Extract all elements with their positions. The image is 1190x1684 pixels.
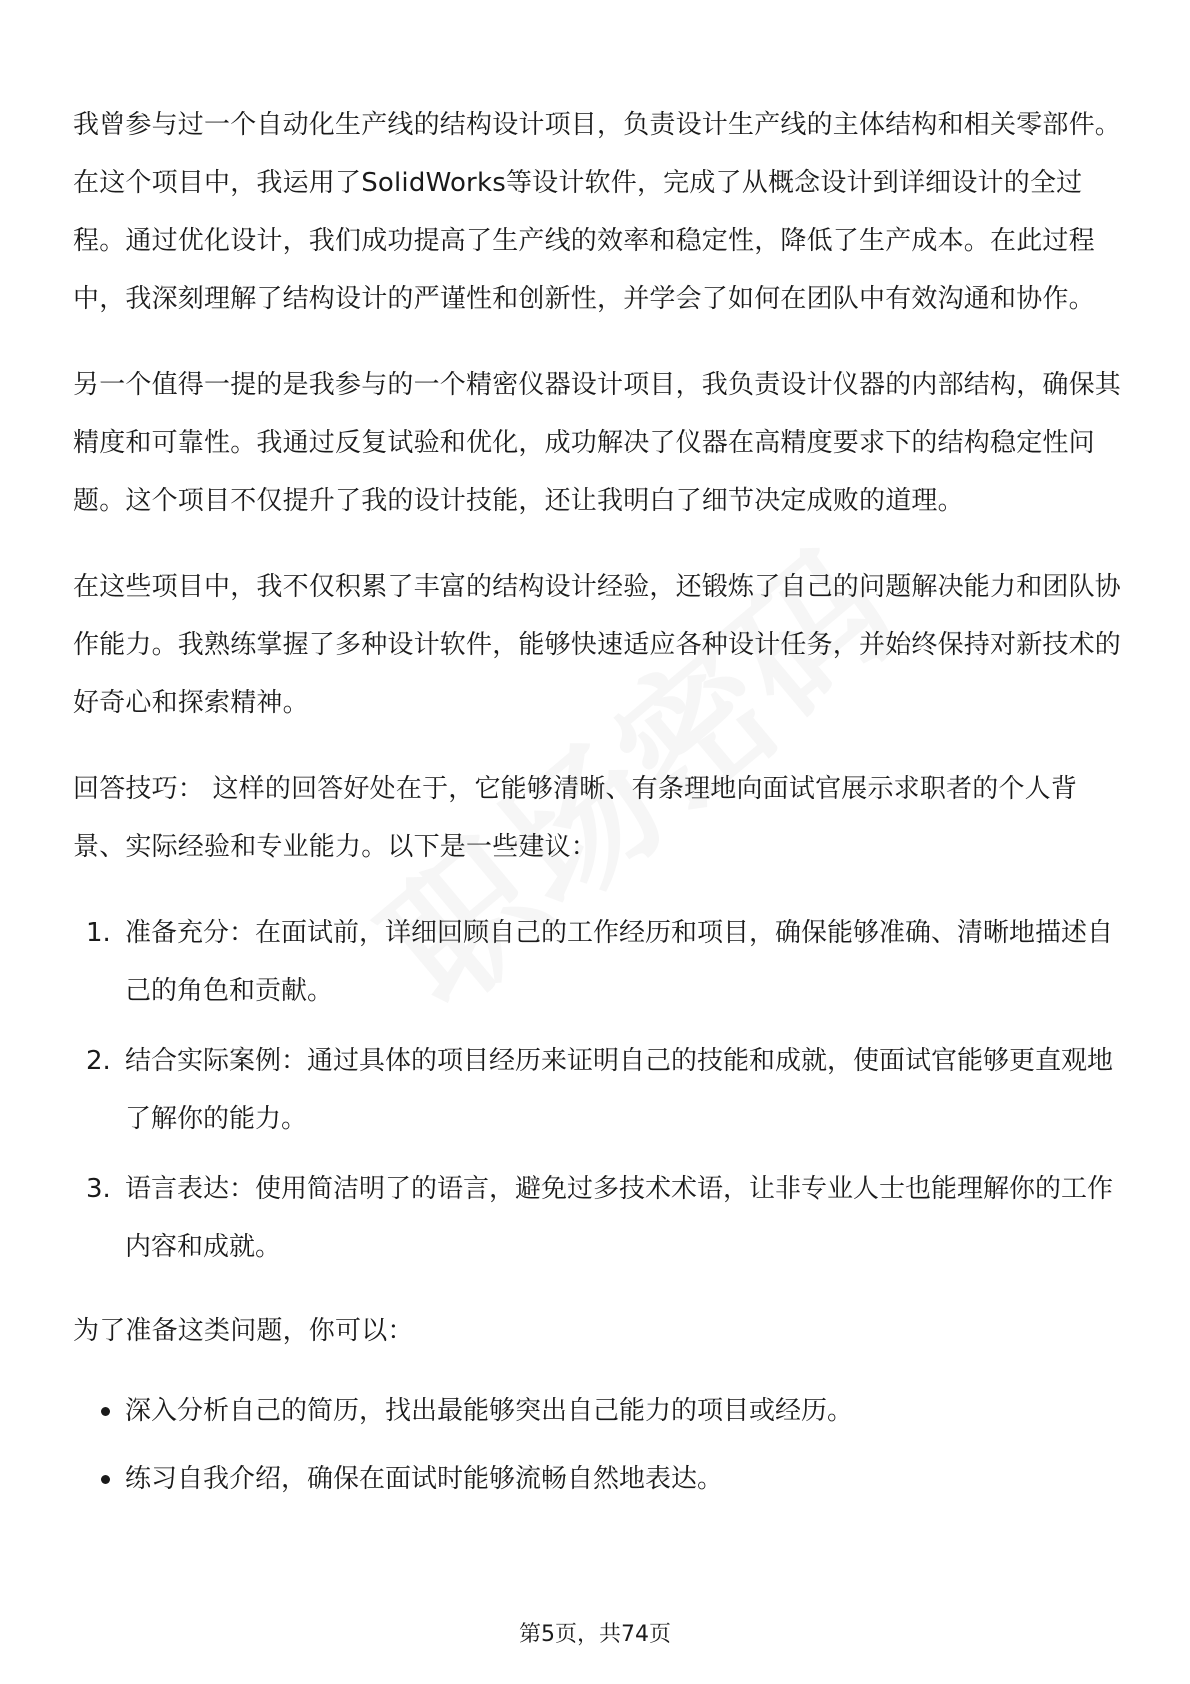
tips-list	[73, 904, 1123, 1276]
list-item-text: 练习自我介绍，确保在面试时能够流畅自然地表达。	[125, 1464, 724, 1494]
list-item	[73, 1382, 1123, 1440]
list-item-text: 结合实际案例：通过具体的项目经历来证明自己的技能和成就，使面试官能够更直观地了解你的能力。	[125, 1046, 1114, 1134]
list-number: 1.	[86, 918, 111, 948]
list-number: 3.	[86, 1174, 111, 1204]
list-item	[73, 1160, 1123, 1276]
paragraph-project-automation: 我曾参与过一个自动化生产线的结构设计项目，负责设计生产线的主体结构和相关零部件。在这个项目中，我运用了SolidWorks等设计软件，完成了从概念设计到详细设计的全过程。通过优化设计，我们成功提高了生产线的效率和稳定性，降低了生产成本。在此过程中，我深刻理解了结构设计的严谨性和创新性，并学会了如何在团队中有效沟通和协作。	[73, 110, 1122, 314]
list-item-text: 语言表达：使用简洁明了的语言，避免过多技术术语，让非专业人士也能理解你的工作内容和成就。	[125, 1174, 1114, 1262]
page-number-footer: 第5页，共74页	[519, 1622, 671, 1647]
bullet-icon	[101, 1475, 110, 1484]
list-number: 2.	[86, 1046, 111, 1076]
paragraph-answer-tips: 回答技巧： 这样的回答好处在于，它能够清晰、有条理地向面试官展示求职者的个人背景、实际经验和专业能力。以下是一些建议：	[73, 774, 1078, 862]
page-content	[73, 96, 1123, 1518]
list-item	[73, 1450, 1123, 1508]
paragraph-project-precision: 另一个值得一提的是我参与的一个精密仪器设计项目，我负责设计仪器的内部结构，确保其精度和可靠性。我通过反复试验和优化，成功解决了仪器在高精度要求下的结构稳定性问题。这个项目不仅提升了我的设计技能，还让我明白了细节决定成败的道理。	[73, 370, 1122, 516]
paragraph-prep-intro: 为了准备这类问题，你可以：	[73, 1316, 414, 1346]
bullet-icon	[101, 1407, 110, 1416]
prep-list	[73, 1382, 1123, 1508]
list-item	[73, 1032, 1123, 1148]
list-item	[73, 904, 1123, 1020]
list-item-text: 深入分析自己的简历，找出最能够突出自己能力的项目或经历。	[125, 1396, 854, 1426]
paragraph-summary: 在这些项目中，我不仅积累了丰富的结构设计经验，还锻炼了自己的问题解决能力和团队协作能力。我熟练掌握了多种设计软件，能够快速适应各种设计任务，并始终保持对新技术的好奇心和探索精神。	[73, 572, 1122, 718]
list-item-text: 准备充分：在面试前，详细回顾自己的工作经历和项目，确保能够准确、清晰地描述自己的角色和贡献。	[125, 918, 1114, 1006]
